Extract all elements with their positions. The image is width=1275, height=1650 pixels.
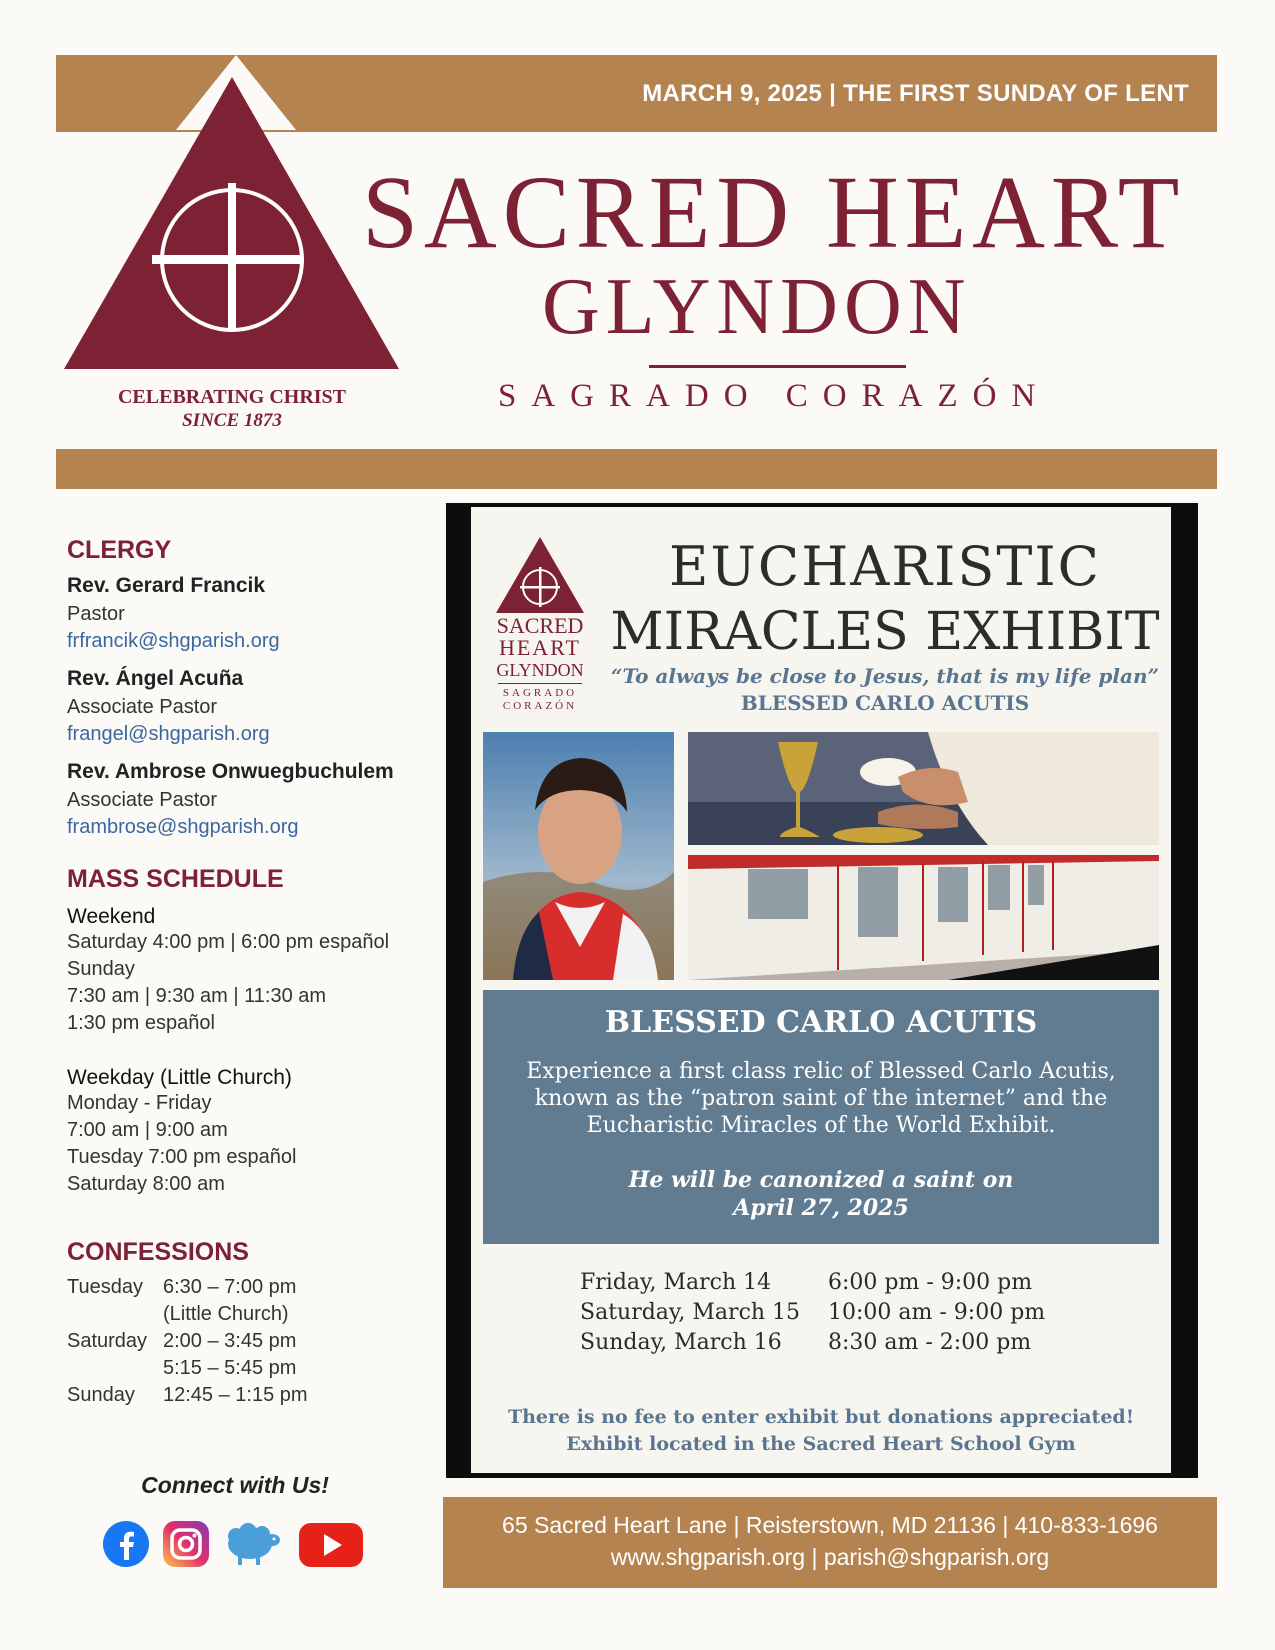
clergy-role: Pastor <box>67 603 125 625</box>
mass-line: 1:30 pm español <box>67 1012 215 1034</box>
clergy-name: Rev. Gerard Francik <box>67 574 266 597</box>
flyer-logo-text: CORAZÓN <box>502 700 578 712</box>
clergy-member <box>67 760 394 841</box>
social-icons <box>102 1520 372 1570</box>
weekday-mass-block <box>67 1066 296 1198</box>
confessions-list <box>67 1274 308 1409</box>
confession-time: 5:15 – 5:45 pm <box>163 1357 297 1379</box>
clergy-email-link[interactable]: frambrose@shgparish.org <box>67 816 299 838</box>
confession-day: Sunday <box>67 1384 135 1406</box>
contact-footer <box>443 1497 1217 1588</box>
youtube-icon[interactable] <box>298 1522 364 1568</box>
parish-web-email[interactable]: www.shgparish.org | parish@shgparish.org <box>610 1544 1050 1570</box>
logo-tagline-since: SINCE 1873 <box>182 410 282 431</box>
confession-time: (Little Church) <box>163 1303 289 1325</box>
confession-time: 2:00 – 3:45 pm <box>163 1330 297 1352</box>
clergy-name: Rev. Ángel Acuña <box>67 667 244 690</box>
mass-line: 7:30 am | 9:30 am | 11:30 am <box>67 985 327 1007</box>
confession-time: 12:45 – 1:15 pm <box>163 1384 308 1406</box>
exhibit-quote: “To always be close to Jesus, that is my life plan” <box>611 664 1159 688</box>
weekend-mass-block <box>67 905 389 1037</box>
clergy-member <box>67 574 280 655</box>
exhibit-quote-author: BLESSED CARLO ACUTIS <box>740 691 1030 715</box>
logo-tagline: CELEBRATING CHRIST <box>117 386 347 408</box>
title-divider <box>649 365 906 368</box>
exhibit-footer-note <box>483 1404 1159 1458</box>
bulletin-date: MARCH 9, 2025 | THE FIRST SUNDAY OF LENT <box>642 80 1189 107</box>
exhibit-title: EUCHARISTIC <box>669 535 1101 598</box>
confession-time: 6:30 – 7:00 pm <box>163 1276 297 1298</box>
canonization-date: April 27, 2025 <box>733 1195 909 1221</box>
mass-line: Sunday <box>67 958 135 980</box>
instagram-icon[interactable] <box>162 1520 210 1568</box>
confessions-heading: CONFESSIONS <box>67 1238 249 1266</box>
confession-day: Saturday <box>67 1330 148 1352</box>
parish-address: 65 Sacred Heart Lane | Reisterstown, MD 21136 | 410-833-1696 <box>502 1512 1158 1538</box>
parish-spanish-title: SAGRADO CORAZÓN <box>498 378 1051 414</box>
exhibit-time: 6:00 pm - 9:00 pm <box>828 1270 1033 1295</box>
exhibit-fee-note: There is no fee to enter exhibit but donations appreciated! <box>507 1406 1135 1428</box>
canonization-note <box>500 1166 1142 1222</box>
clergy-role: Associate Pastor <box>67 696 218 718</box>
clergy-email-link[interactable]: frfrancik@shgparish.org <box>67 630 280 652</box>
facebook-icon[interactable] <box>102 1520 150 1568</box>
mass-line: Saturday 4:00 pm | 6:00 pm español <box>67 931 390 953</box>
flyer-logo-text: SAGRADO <box>502 687 578 699</box>
flyer-logo-text: GLYNDON <box>496 660 584 680</box>
weekend-label: Weekend <box>67 905 156 928</box>
exhibit-title: MIRACLES EXHIBIT <box>610 602 1160 662</box>
parish-subtitle: GLYNDON <box>542 263 972 351</box>
mass-line: Tuesday 7:00 pm español <box>67 1146 297 1168</box>
exhibit-day: Saturday, March 15 <box>580 1300 801 1325</box>
exhibit-panels-photo <box>688 855 1159 980</box>
clergy-role: Associate Pastor <box>67 789 218 811</box>
exhibit-day: Friday, March 14 <box>580 1270 772 1295</box>
exhibit-time: 8:30 am - 2:00 pm <box>828 1330 1032 1355</box>
clergy-name: Rev. Ambrose Onwuegbuchulem <box>67 760 394 783</box>
flyer-logo-text: SACRED <box>496 613 584 638</box>
mass-schedule-heading: MASS SCHEDULE <box>67 865 284 893</box>
connect-label: Connect with Us! <box>141 1472 329 1498</box>
carlo-acutis-photo <box>483 732 674 980</box>
carlo-box-body: Experience a first class relic of Blessed Carlo Acutis, known as the “patron saint of the internet” and the Eucharistic Miracles of the World Exhibit. <box>526 1059 1116 1138</box>
exhibit-time: 10:00 am - 9:00 pm <box>828 1300 1046 1325</box>
weekday-label: Weekday (Little Church) <box>67 1066 292 1089</box>
clergy-email-link[interactable]: frangel@shgparish.org <box>67 723 270 745</box>
header-bottom-bar <box>56 449 1217 489</box>
parish-title: SACRED HEART <box>362 155 1186 270</box>
flyer-logo-icon <box>494 535 586 615</box>
clergy-heading: CLERGY <box>67 536 172 564</box>
mass-line: Monday - Friday <box>67 1092 212 1114</box>
exhibit-day: Sunday, March 16 <box>580 1330 782 1355</box>
eucharist-photo <box>688 732 1159 845</box>
canonization-line: He will be canonized a saint on <box>628 1167 1014 1193</box>
carlo-box-title: BLESSED CARLO ACUTIS <box>604 1005 1038 1040</box>
flocknote-sheep-icon[interactable] <box>222 1522 282 1568</box>
mass-line: 7:00 am | 9:00 am <box>67 1119 228 1141</box>
confession-day: Tuesday <box>67 1276 143 1298</box>
flyer-logo-text: HEART <box>498 635 581 660</box>
clergy-member <box>67 667 270 748</box>
mass-line: Saturday 8:00 am <box>67 1173 225 1195</box>
exhibit-location: Exhibit located in the Sacred Heart School Gym <box>566 1433 1076 1455</box>
flyer-logo-rule <box>498 683 582 684</box>
